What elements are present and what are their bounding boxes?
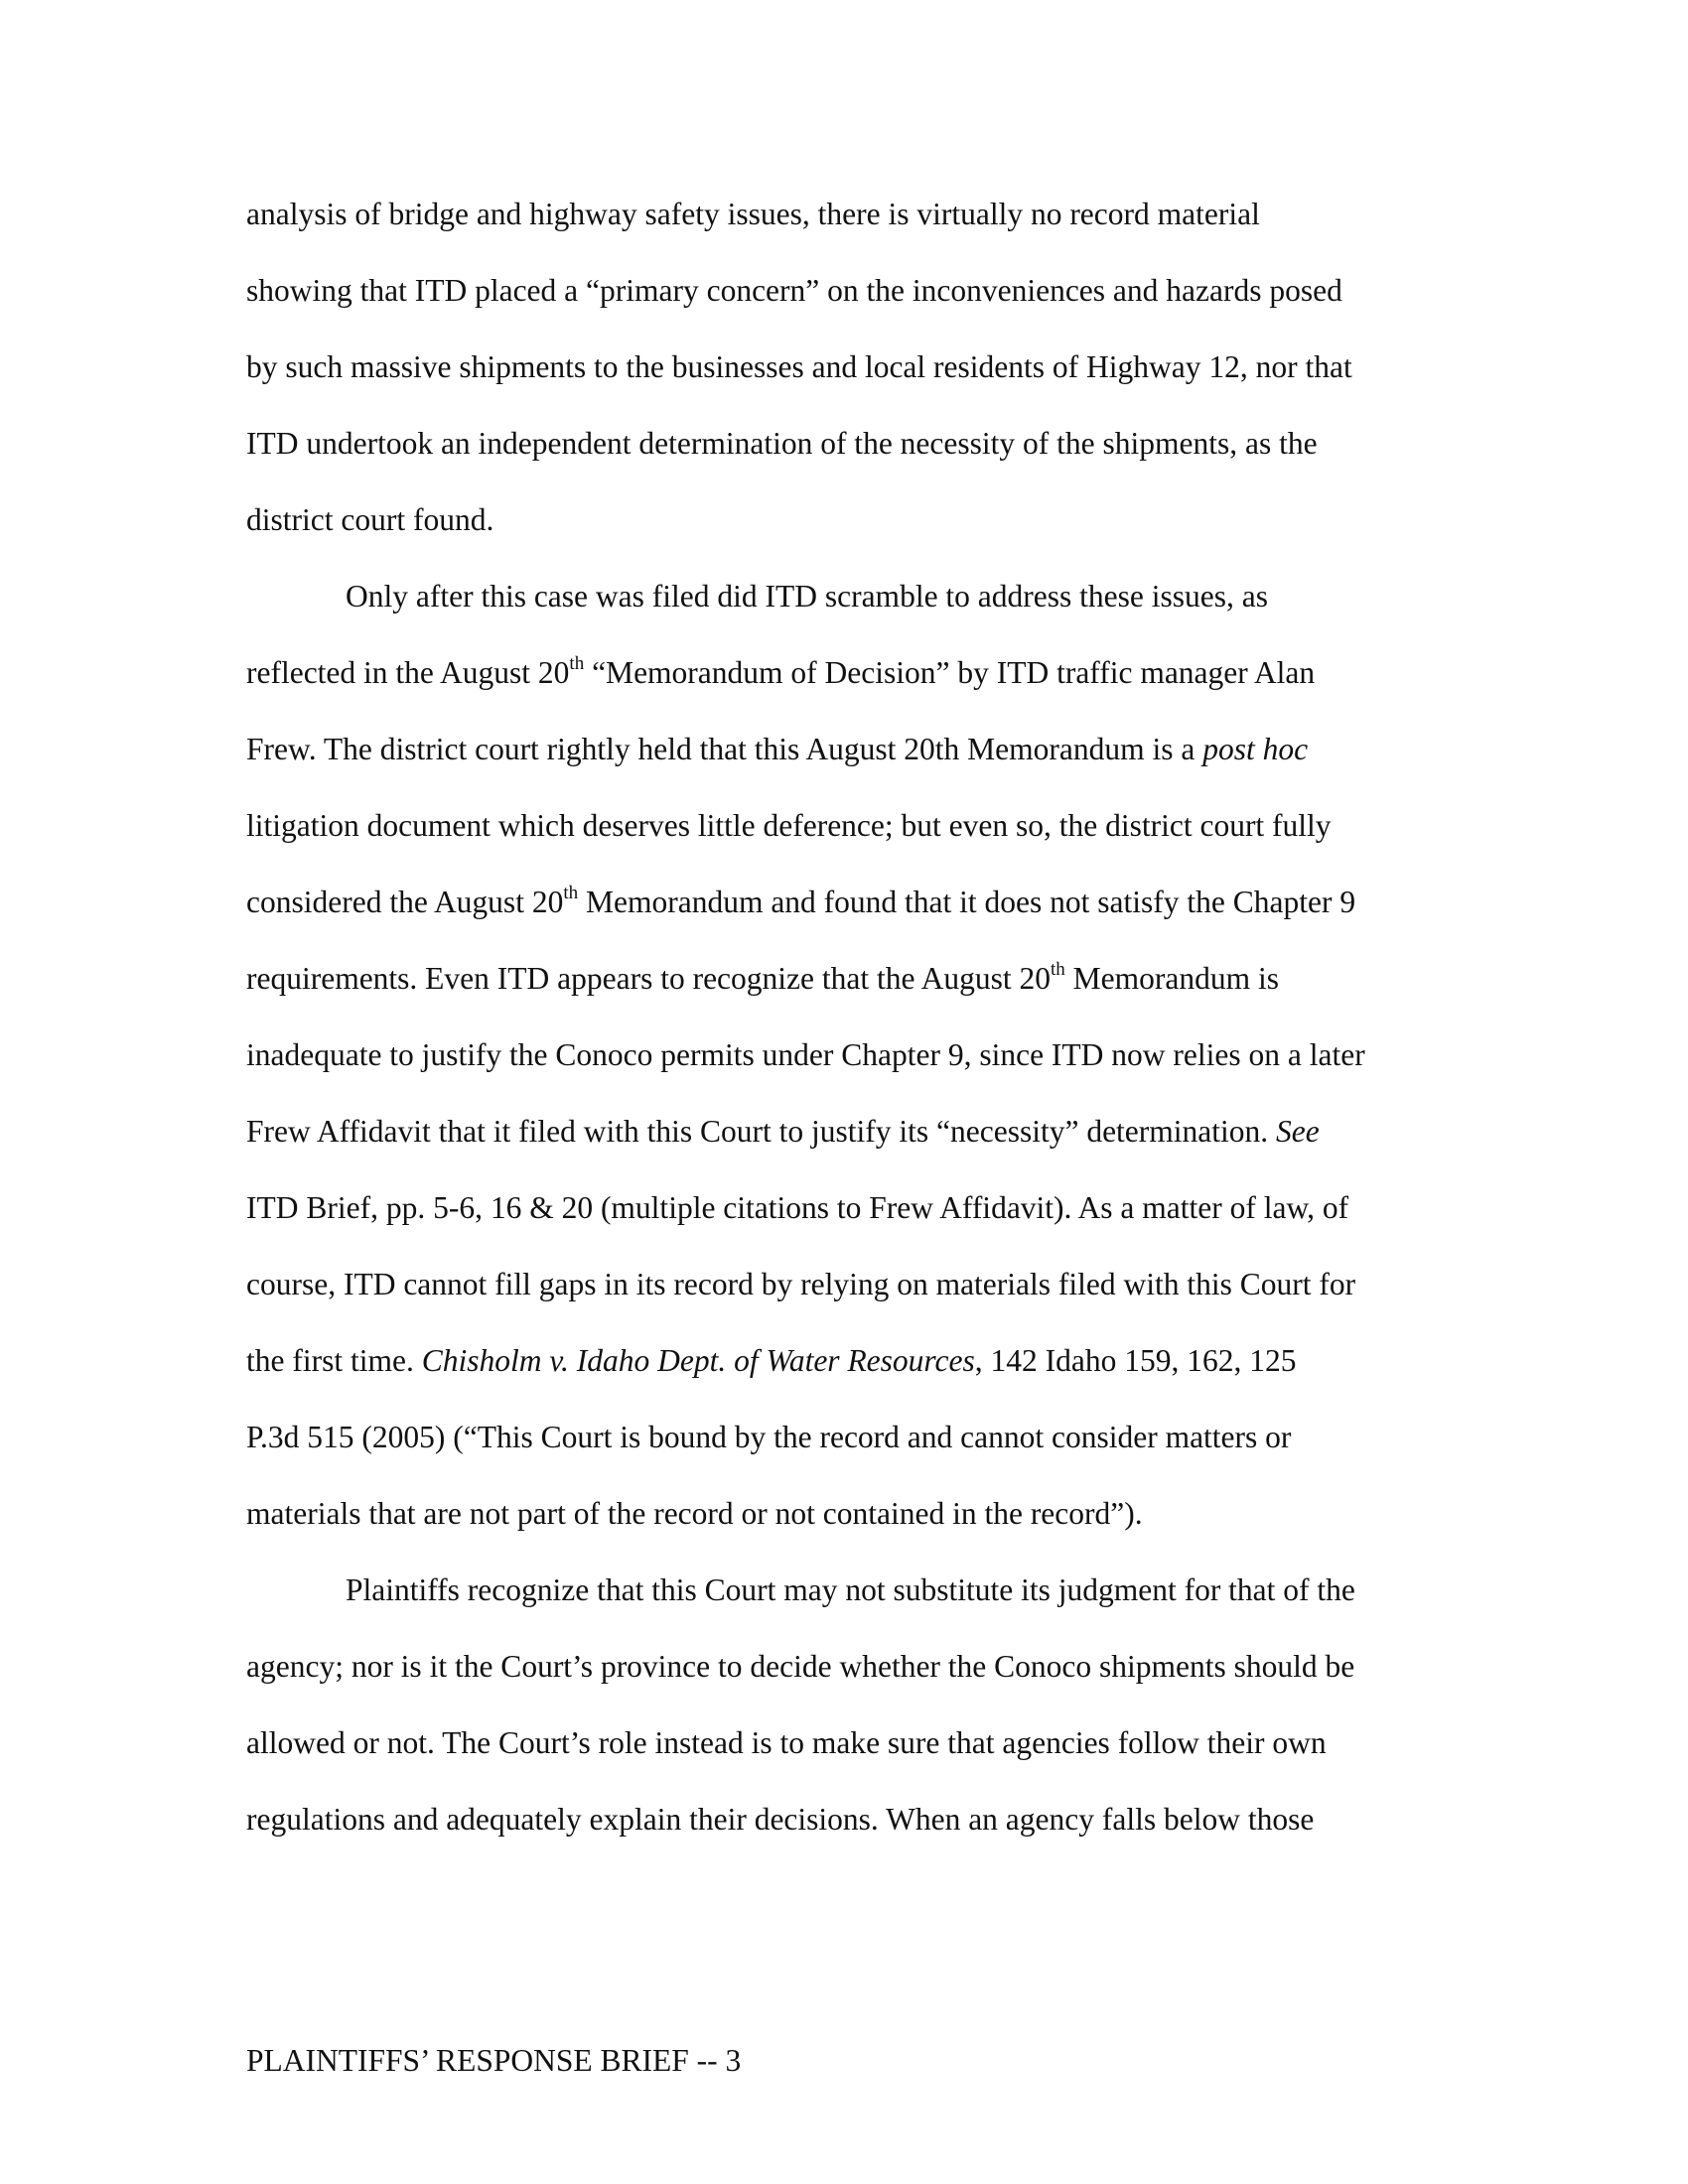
ordinal-superscript: th xyxy=(569,652,585,674)
text-segment: ITD undertook an independent determination of the necessity of the shipments, as the xyxy=(246,426,1318,461)
text-line xyxy=(246,883,1355,922)
text-segment: the first time. xyxy=(246,1343,422,1378)
text-line xyxy=(246,1418,1291,1457)
text-segment: analysis of bridge and highway safety issues, there is virtually no record material xyxy=(246,197,1260,231)
text-line xyxy=(246,1035,1365,1075)
text-segment: requirements. Even ITD appears to recognize that the August 20 xyxy=(246,961,1051,996)
italic-text: post hoc xyxy=(1202,732,1309,766)
text-line xyxy=(346,1570,1355,1610)
text-segment: inadequate to justify the Conoco permits under Chapter 9, since ITD now relies on a later xyxy=(246,1037,1365,1072)
text-segment: , 142 Idaho 159, 162, 125 xyxy=(974,1343,1297,1378)
text-segment: course, ITD cannot fill gaps in its record by relying on materials filed with this Court for xyxy=(246,1267,1356,1301)
text-line xyxy=(246,1341,1296,1381)
text-line xyxy=(246,730,1308,769)
text-segment: ITD Brief, pp. 5-6, 16 & 20 (multiple citations to Frew Affidavit). As a matter of law, of xyxy=(246,1190,1349,1225)
text-line xyxy=(246,1265,1355,1304)
text-segment: agency; nor is it the Court’s province to decide whether the Conoco shipments should be xyxy=(246,1649,1355,1684)
text-segment: Memorandum and found that it does not satisfy the Chapter 9 xyxy=(578,885,1356,919)
text-line xyxy=(246,1800,1314,1840)
text-segment: P.3d 515 (2005) (“This Court is bound by the record and cannot consider matters or xyxy=(246,1420,1292,1454)
text-line xyxy=(246,959,1279,999)
text-segment: Frew Affidavit that it filed with this Court to justify its “necessity” determination. xyxy=(246,1114,1277,1149)
text-line xyxy=(246,1112,1320,1152)
text-segment: Only after this case was filed did ITD scramble to address these issues, as xyxy=(346,579,1268,614)
ordinal-superscript: th xyxy=(1051,958,1065,980)
text-segment: showing that ITD placed a “primary concern” on the inconveniences and hazards posed xyxy=(246,273,1342,308)
text-line xyxy=(246,271,1342,311)
text-segment: materials that are not part of the record or not contained in the record”). xyxy=(246,1496,1143,1531)
italic-text: See xyxy=(1276,1114,1320,1149)
text-line xyxy=(246,1494,1143,1534)
text-segment: district court found. xyxy=(246,502,494,537)
ordinal-superscript: th xyxy=(563,882,579,903)
text-line xyxy=(246,500,493,540)
text-segment: reflected in the August 20 xyxy=(246,655,570,690)
text-segment: litigation document which deserves little deference; but even so, the district court fully xyxy=(246,808,1332,843)
text-line xyxy=(246,347,1352,387)
text-line xyxy=(246,1647,1354,1687)
text-line xyxy=(246,806,1332,846)
text-segment: allowed or not. The Court’s role instead is to make sure that agencies follow their own xyxy=(246,1725,1327,1760)
page-footer: PLAINTIFFS’ RESPONSE BRIEF -- 3 xyxy=(246,2043,742,2078)
text-line xyxy=(246,424,1318,464)
text-line xyxy=(246,1188,1348,1228)
text-segment: considered the August 20 xyxy=(246,885,564,919)
text-segment: Plaintiffs recognize that this Court may not substitute its judgment for that of the xyxy=(346,1572,1355,1607)
text-segment: regulations and adequately explain their decisions. When an agency falls below those xyxy=(246,1802,1315,1837)
text-segment: Frew. The district court rightly held that this August 20th Memorandum is a xyxy=(246,732,1203,766)
text-line xyxy=(246,653,1315,693)
text-line xyxy=(246,195,1260,234)
text-segment: by such massive shipments to the businesses and local residents of Highway 12, nor that xyxy=(246,349,1352,384)
text-segment: “Memorandum of Decision” by ITD traffic manager Alan xyxy=(584,655,1316,690)
italic-text: Chisholm v. Idaho Dept. of Water Resources xyxy=(421,1343,975,1378)
text-line xyxy=(246,1723,1327,1763)
text-line xyxy=(346,577,1268,616)
text-segment: Memorandum is xyxy=(1064,961,1280,996)
